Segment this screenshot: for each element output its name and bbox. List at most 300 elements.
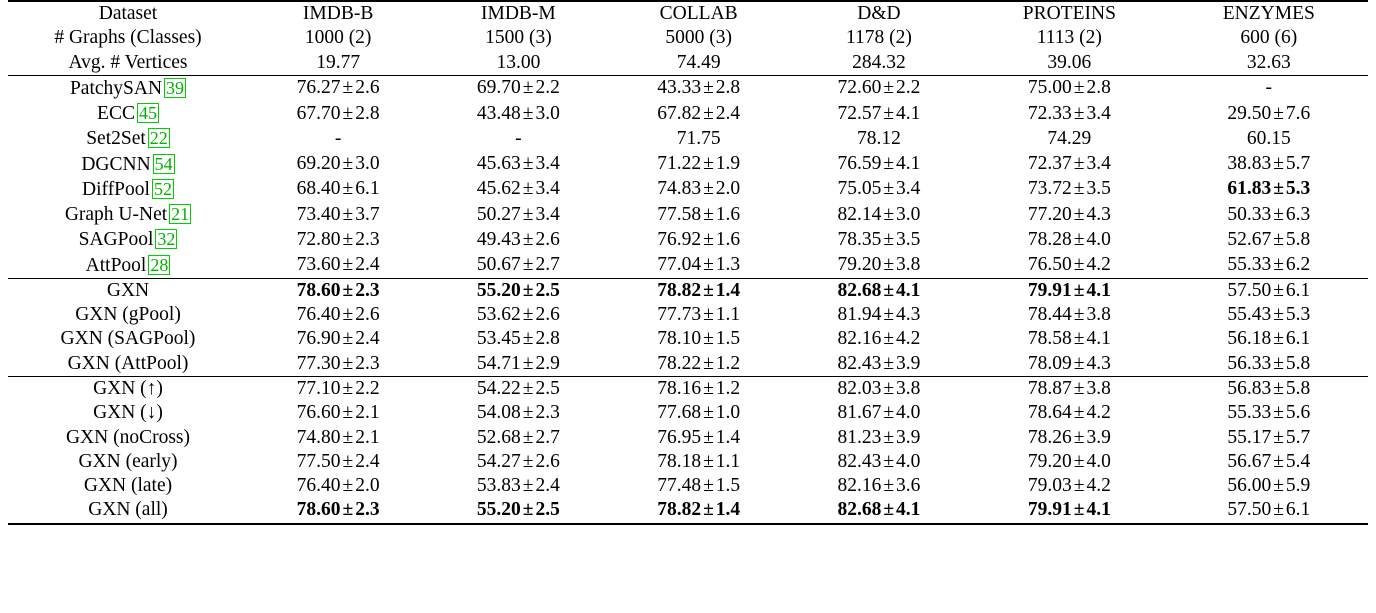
result-mean: 43.48 <box>476 102 521 124</box>
plus-minus-symbol: ± <box>883 402 895 424</box>
plus-minus-symbol: ± <box>703 102 714 124</box>
result-mean: 78.10 <box>657 328 702 350</box>
result-mean: 55.43 <box>1227 304 1272 326</box>
plus-minus-symbol: ± <box>522 228 534 250</box>
result-mean: - <box>334 127 342 149</box>
method-name-cell <box>8 101 248 126</box>
result-std: 1.1 <box>715 304 741 326</box>
result-cell <box>248 352 428 377</box>
table-row <box>8 352 1368 377</box>
result-std: 5.8 <box>1285 377 1311 399</box>
result-std: 1.1 <box>715 450 741 472</box>
result-cell <box>789 177 969 202</box>
plus-minus-symbol: ± <box>522 254 534 276</box>
result-std: 2.3 <box>355 228 380 250</box>
method-name-cell <box>8 426 248 450</box>
table-row <box>8 152 1368 177</box>
result-cell <box>969 177 1170 202</box>
result-mean: 78.64 <box>1027 402 1072 424</box>
result-mean: 75.00 <box>1027 77 1072 99</box>
result-cell <box>969 426 1170 450</box>
method-name: GXN (↑) <box>93 377 163 399</box>
result-std: 4.1 <box>896 153 921 175</box>
result-cell <box>428 278 608 303</box>
citation-link[interactable]: 21 <box>171 204 190 225</box>
result-std: 2.5 <box>535 377 560 399</box>
plus-minus-symbol: ± <box>1273 178 1284 200</box>
result-std: 6.2 <box>1285 254 1311 276</box>
plus-minus-symbol: ± <box>342 426 354 448</box>
plus-minus-symbol: ± <box>1073 450 1085 472</box>
header-dataset: 284.32 <box>852 51 906 73</box>
result-cell <box>789 126 969 151</box>
result-std: 2.0 <box>715 178 741 200</box>
citation-link[interactable]: 39 <box>166 77 185 98</box>
result-mean: 78.18 <box>657 450 702 472</box>
method-name: GXN (↓) <box>93 402 163 424</box>
result-mean: 77.73 <box>657 304 702 326</box>
plus-minus-symbol: ± <box>342 153 354 175</box>
result-std: 1.2 <box>715 352 741 374</box>
plus-minus-symbol: ± <box>1273 203 1284 225</box>
plus-minus-symbol: ± <box>1273 254 1284 276</box>
result-std: 2.2 <box>896 77 921 99</box>
method-name-cell <box>8 202 248 227</box>
header-dataset: 1500 (3) <box>485 27 552 49</box>
method-name: AttPool <box>85 254 147 276</box>
plus-minus-symbol: ± <box>883 153 895 175</box>
result-cell <box>609 126 789 151</box>
plus-minus-symbol: ± <box>1273 402 1284 424</box>
result-cell <box>1170 376 1368 401</box>
result-std: 2.6 <box>355 77 380 99</box>
result-cell <box>428 152 608 177</box>
method-name: GXN (AttPool) <box>67 352 189 374</box>
result-mean: 82.43 <box>837 450 882 472</box>
result-cell <box>1170 401 1368 425</box>
plus-minus-symbol: ± <box>522 377 534 399</box>
result-mean: 79.03 <box>1027 475 1072 497</box>
plus-minus-symbol: ± <box>1073 279 1085 301</box>
plus-minus-symbol: ± <box>1273 450 1284 472</box>
method-name-cell <box>8 177 248 202</box>
result-std: 2.4 <box>715 102 741 124</box>
result-mean: 81.94 <box>837 304 882 326</box>
plus-minus-symbol: ± <box>883 328 895 350</box>
plus-minus-symbol: ± <box>1273 328 1284 350</box>
result-cell <box>789 253 969 279</box>
result-std: 1.9 <box>715 153 741 175</box>
plus-minus-symbol: ± <box>342 77 354 99</box>
result-cell <box>969 376 1170 401</box>
result-cell <box>428 253 608 279</box>
result-mean: 56.00 <box>1227 475 1272 497</box>
header-dataset: 5000 (3) <box>665 27 732 49</box>
result-mean: 82.68 <box>837 499 882 521</box>
plus-minus-symbol: ± <box>1073 153 1085 175</box>
result-mean: 79.91 <box>1027 499 1072 521</box>
citation-link[interactable]: 32 <box>157 229 176 250</box>
result-cell <box>969 352 1170 377</box>
result-mean: 82.16 <box>837 475 882 497</box>
result-std: 1.4 <box>715 499 741 521</box>
result-cell <box>248 450 428 474</box>
result-mean: 71.75 <box>676 127 721 149</box>
result-cell <box>969 450 1170 474</box>
result-std: 2.3 <box>535 402 560 424</box>
plus-minus-symbol: ± <box>883 450 895 472</box>
result-mean: 77.58 <box>657 203 702 225</box>
result-mean: 61.83 <box>1227 178 1272 200</box>
table-header-row <box>8 1 1368 26</box>
plus-minus-symbol: ± <box>342 475 354 497</box>
plus-minus-symbol: ± <box>883 499 895 521</box>
result-std: 2.4 <box>355 328 380 350</box>
result-cell <box>248 152 428 177</box>
result-mean: 79.91 <box>1027 279 1072 301</box>
result-std: 3.8 <box>896 377 921 399</box>
method-name-cell <box>8 152 248 177</box>
result-cell <box>609 101 789 126</box>
method-name-cell <box>8 126 248 151</box>
table-row <box>8 303 1368 327</box>
result-std: 3.9 <box>896 426 921 448</box>
result-cell <box>609 75 789 101</box>
plus-minus-symbol: ± <box>703 499 714 521</box>
result-cell <box>789 450 969 474</box>
plus-minus-symbol: ± <box>703 77 714 99</box>
result-std: 2.6 <box>535 228 560 250</box>
result-cell <box>428 126 608 151</box>
plus-minus-symbol: ± <box>342 402 354 424</box>
plus-minus-symbol: ± <box>883 178 895 200</box>
result-cell <box>789 352 969 377</box>
plus-minus-symbol: ± <box>883 228 895 250</box>
plus-minus-symbol: ± <box>1273 426 1284 448</box>
result-cell <box>609 253 789 279</box>
plus-minus-symbol: ± <box>703 402 714 424</box>
result-std: 4.0 <box>1086 228 1111 250</box>
result-cell <box>1170 303 1368 327</box>
plus-minus-symbol: ± <box>342 377 354 399</box>
method-name-cell <box>8 450 248 474</box>
result-cell <box>609 474 789 498</box>
result-mean: 54.08 <box>476 402 521 424</box>
table-row <box>8 177 1368 202</box>
result-mean: 57.50 <box>1227 279 1272 301</box>
result-cell <box>789 202 969 227</box>
citation-link[interactable]: 28 <box>150 254 169 275</box>
result-cell <box>969 152 1170 177</box>
plus-minus-symbol: ± <box>703 377 714 399</box>
result-mean: 76.90 <box>296 328 341 350</box>
result-mean: 56.18 <box>1227 328 1272 350</box>
result-std: 4.3 <box>1086 203 1111 225</box>
result-cell <box>1170 278 1368 303</box>
result-mean: 45.63 <box>476 153 521 175</box>
result-std: 5.8 <box>1285 228 1311 250</box>
method-name: GXN (early) <box>78 450 178 472</box>
method-name: ECC <box>97 103 135 125</box>
result-std: 3.4 <box>1086 153 1111 175</box>
header-label: # Graphs (Classes) <box>54 27 202 49</box>
result-std: 4.1 <box>1086 499 1111 521</box>
result-std: 2.1 <box>355 402 380 424</box>
result-std: 2.4 <box>355 254 380 276</box>
method-name: GXN (noCross) <box>65 426 191 448</box>
result-mean: 78.26 <box>1027 426 1072 448</box>
citation-link[interactable]: 52 <box>153 178 172 199</box>
method-name: Graph U-Net <box>64 204 168 226</box>
result-mean: 43.33 <box>657 77 702 99</box>
result-std: 2.3 <box>355 279 380 301</box>
result-cell <box>248 327 428 351</box>
result-cell <box>248 253 428 279</box>
table-row <box>8 101 1368 126</box>
plus-minus-symbol: ± <box>342 254 354 276</box>
result-mean: 76.92 <box>657 228 702 250</box>
result-cell <box>969 498 1170 523</box>
result-std: 2.6 <box>535 304 560 326</box>
table-row <box>8 75 1368 101</box>
result-cell <box>609 278 789 303</box>
result-cell <box>428 426 608 450</box>
plus-minus-symbol: ± <box>522 475 534 497</box>
plus-minus-symbol: ± <box>1273 377 1284 399</box>
result-cell <box>248 278 428 303</box>
method-name: GXN (SAGPool) <box>60 328 196 350</box>
result-cell <box>969 327 1170 351</box>
result-cell <box>1170 474 1368 498</box>
result-std: 4.0 <box>896 450 921 472</box>
result-cell <box>428 498 608 523</box>
result-mean: 78.82 <box>657 279 702 301</box>
plus-minus-symbol: ± <box>703 328 714 350</box>
result-cell <box>1170 227 1368 252</box>
result-cell <box>969 126 1170 151</box>
header-dataset: 1178 (2) <box>845 27 912 49</box>
result-std: 4.1 <box>896 279 921 301</box>
plus-minus-symbol: ± <box>522 77 534 99</box>
result-cell <box>1170 450 1368 474</box>
plus-minus-symbol: ± <box>522 426 534 448</box>
result-cell <box>248 227 428 252</box>
result-cell <box>609 152 789 177</box>
method-name-cell <box>8 327 248 351</box>
result-std: 2.8 <box>715 77 741 99</box>
plus-minus-symbol: ± <box>1273 102 1284 124</box>
result-std: 6.1 <box>1285 499 1311 521</box>
result-std: 3.9 <box>1086 426 1111 448</box>
method-name: SAGPool <box>78 229 154 251</box>
plus-minus-symbol: ± <box>522 279 534 301</box>
plus-minus-symbol: ± <box>1073 377 1085 399</box>
plus-minus-symbol: ± <box>703 279 714 301</box>
result-mean: 78.60 <box>296 279 341 301</box>
result-std: 4.1 <box>1086 279 1111 301</box>
plus-minus-symbol: ± <box>703 352 714 374</box>
result-mean: 55.33 <box>1227 254 1272 276</box>
plus-minus-symbol: ± <box>883 352 895 374</box>
result-cell <box>789 303 969 327</box>
plus-minus-symbol: ± <box>1073 402 1085 424</box>
result-std: 3.6 <box>896 475 921 497</box>
citation-link[interactable]: 45 <box>138 103 157 124</box>
result-mean: 82.68 <box>837 279 882 301</box>
result-cell <box>1170 253 1368 279</box>
plus-minus-symbol: ± <box>883 102 895 124</box>
result-std: 3.8 <box>1086 377 1111 399</box>
plus-minus-symbol: ± <box>1273 304 1284 326</box>
result-mean: 45.62 <box>476 178 521 200</box>
result-cell <box>789 75 969 101</box>
result-mean: 68.40 <box>296 178 341 200</box>
plus-minus-symbol: ± <box>1273 352 1284 374</box>
result-std: 2.5 <box>535 279 560 301</box>
result-cell <box>969 101 1170 126</box>
table-row <box>8 376 1368 401</box>
result-mean: 29.50 <box>1227 102 1272 124</box>
result-std: 4.2 <box>896 328 921 350</box>
plus-minus-symbol: ± <box>1273 153 1284 175</box>
result-mean: 73.72 <box>1027 178 1072 200</box>
result-std: 6.1 <box>1285 279 1311 301</box>
result-cell <box>789 152 969 177</box>
result-cell <box>428 352 608 377</box>
result-cell <box>428 202 608 227</box>
plus-minus-symbol: ± <box>1073 77 1085 99</box>
result-mean: 77.68 <box>657 402 702 424</box>
result-cell <box>609 401 789 425</box>
method-name-cell <box>8 278 248 303</box>
citation-link[interactable]: 54 <box>154 153 173 174</box>
header-label: Dataset <box>8 1 248 26</box>
result-mean: 53.62 <box>476 304 521 326</box>
result-std: 3.8 <box>1086 304 1111 326</box>
plus-minus-symbol: ± <box>1073 178 1085 200</box>
result-mean: 82.14 <box>837 203 882 225</box>
citation-link[interactable]: 22 <box>149 128 168 149</box>
method-name-cell <box>8 253 248 279</box>
result-cell <box>248 177 428 202</box>
result-mean: 56.83 <box>1227 377 1272 399</box>
table-row <box>8 498 1368 523</box>
result-std: 2.4 <box>535 475 560 497</box>
plus-minus-symbol: ± <box>883 475 895 497</box>
result-mean: 76.40 <box>296 475 341 497</box>
result-cell <box>248 75 428 101</box>
table-header-row <box>8 51 1368 76</box>
result-cell <box>789 327 969 351</box>
result-std: 2.2 <box>355 377 380 399</box>
result-std: 4.3 <box>1086 352 1111 374</box>
result-std: 4.2 <box>1086 402 1111 424</box>
plus-minus-symbol: ± <box>342 450 354 472</box>
result-mean: 74.80 <box>296 426 341 448</box>
result-cell <box>789 101 969 126</box>
result-cell <box>969 303 1170 327</box>
plus-minus-symbol: ± <box>522 102 534 124</box>
result-mean: 55.20 <box>476 279 521 301</box>
result-std: 3.9 <box>896 352 921 374</box>
result-mean: 78.35 <box>837 228 882 250</box>
method-name-cell <box>8 75 248 101</box>
plus-minus-symbol: ± <box>522 304 534 326</box>
plus-minus-symbol: ± <box>703 203 714 225</box>
result-cell <box>248 101 428 126</box>
header-dataset: 600 (6) <box>1240 27 1298 49</box>
result-std: 5.7 <box>1285 153 1311 175</box>
plus-minus-symbol: ± <box>522 450 534 472</box>
result-mean: 38.83 <box>1227 153 1272 175</box>
result-cell <box>428 303 608 327</box>
plus-minus-symbol: ± <box>703 450 714 472</box>
result-cell <box>969 278 1170 303</box>
plus-minus-symbol: ± <box>703 426 714 448</box>
result-std: 2.8 <box>535 328 560 350</box>
result-mean: 52.67 <box>1227 228 1272 250</box>
result-mean: 81.23 <box>837 426 882 448</box>
result-mean: 78.60 <box>296 499 341 521</box>
result-mean: 55.20 <box>476 499 521 521</box>
plus-minus-symbol: ± <box>883 377 895 399</box>
result-std: 2.3 <box>355 499 380 521</box>
result-mean: 53.83 <box>476 475 521 497</box>
result-mean: - <box>515 127 522 149</box>
method-name-cell <box>8 401 248 425</box>
result-cell <box>609 177 789 202</box>
plus-minus-symbol: ± <box>883 304 895 326</box>
result-std: 2.8 <box>1086 77 1111 99</box>
result-cell <box>1170 352 1368 377</box>
table-row <box>8 126 1368 151</box>
result-mean: 56.67 <box>1227 450 1272 472</box>
result-cell <box>609 327 789 351</box>
plus-minus-symbol: ± <box>1073 352 1085 374</box>
result-cell <box>1170 498 1368 523</box>
result-mean: - <box>1265 77 1273 99</box>
result-std: 3.4 <box>535 178 560 200</box>
result-mean: 74.29 <box>1047 127 1092 149</box>
result-cell <box>428 376 608 401</box>
result-cell <box>789 376 969 401</box>
result-mean: 73.40 <box>296 203 341 225</box>
method-name: GXN (late) <box>83 475 173 497</box>
result-cell <box>789 227 969 252</box>
result-cell <box>969 253 1170 279</box>
plus-minus-symbol: ± <box>342 203 354 225</box>
plus-minus-symbol: ± <box>1073 475 1085 497</box>
result-cell <box>1170 202 1368 227</box>
header-dataset: 1000 (2) <box>304 27 372 49</box>
method-name: GXN (gPool) <box>75 304 181 326</box>
result-std: 3.4 <box>535 153 560 175</box>
result-std: 2.2 <box>535 77 560 99</box>
table-header-row <box>8 26 1368 50</box>
result-cell <box>248 376 428 401</box>
result-std: 2.6 <box>535 450 560 472</box>
result-std: 2.7 <box>535 254 560 276</box>
result-std: 2.4 <box>355 450 380 472</box>
method-name: Set2Set <box>86 128 146 150</box>
result-cell <box>1170 101 1368 126</box>
result-cell <box>609 376 789 401</box>
result-cell <box>428 227 608 252</box>
result-mean: 76.59 <box>837 153 882 175</box>
result-cell <box>1170 126 1368 151</box>
result-std: 1.5 <box>715 475 741 497</box>
result-cell <box>1170 152 1368 177</box>
